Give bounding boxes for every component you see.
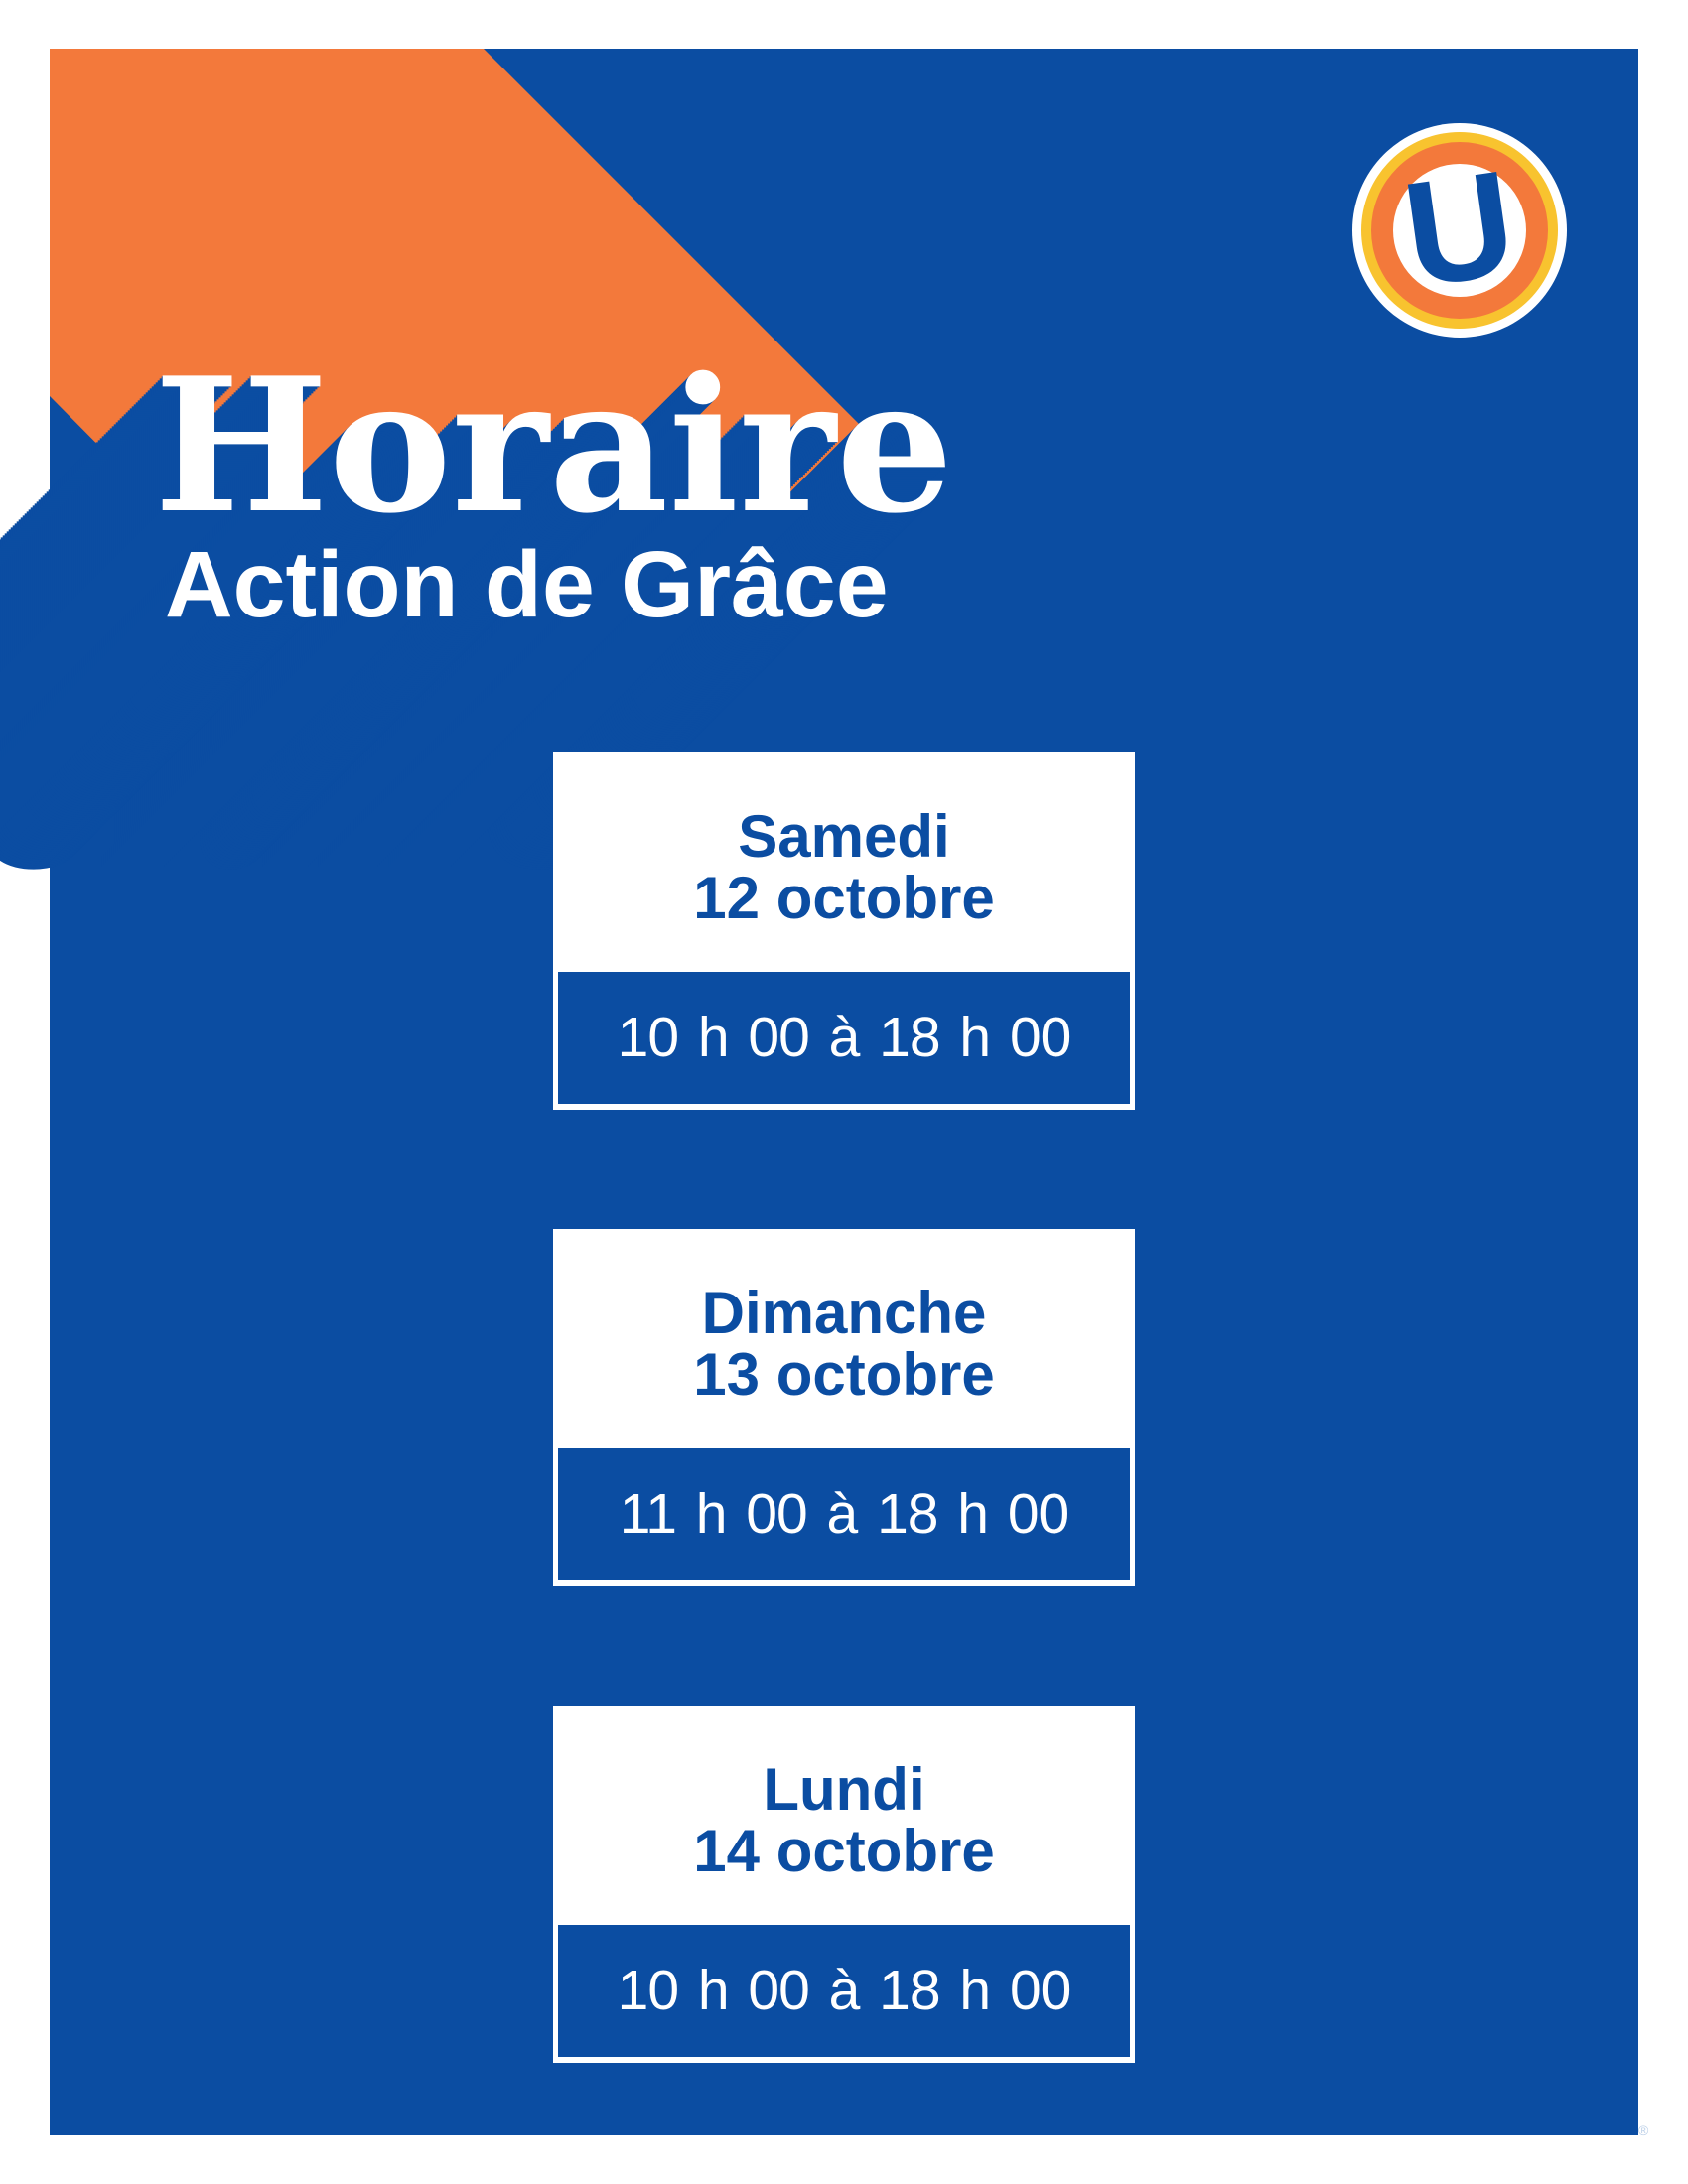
page-title: Horaire (154, 337, 954, 554)
card-day-block (553, 1229, 1135, 1448)
card-day-block (553, 1706, 1135, 1925)
card-hours-band (558, 1925, 1130, 2057)
card-hours-label: 10 h 00 à 18 h 00 (617, 1959, 1071, 2022)
card-hours-label: 11 h 00 à 18 h 00 (619, 1482, 1069, 1546)
card-hours-band (558, 972, 1130, 1104)
schedule-card-dimanche (553, 1229, 1135, 1586)
card-day-label: Samedi (738, 802, 950, 870)
card-hours-band (558, 1448, 1130, 1580)
logo-letter: U (1394, 138, 1525, 319)
card-day-block (553, 752, 1135, 972)
card-date-label: 13 octobre (693, 1340, 995, 1408)
u-logo (1352, 123, 1567, 338)
card-hours-label: 10 h 00 à 18 h 00 (617, 1006, 1071, 1069)
card-day-label: Dimanche (701, 1279, 987, 1346)
page-subtitle: Action de Grâce (165, 532, 889, 637)
card-date-label: 14 octobre (693, 1817, 995, 1884)
schedule-card-samedi (553, 752, 1135, 1110)
schedule-card-lundi (553, 1706, 1135, 2063)
card-day-label: Lundi (763, 1755, 925, 1823)
card-date-label: 12 octobre (693, 864, 995, 931)
registered-mark: ® (1638, 2122, 1649, 2138)
